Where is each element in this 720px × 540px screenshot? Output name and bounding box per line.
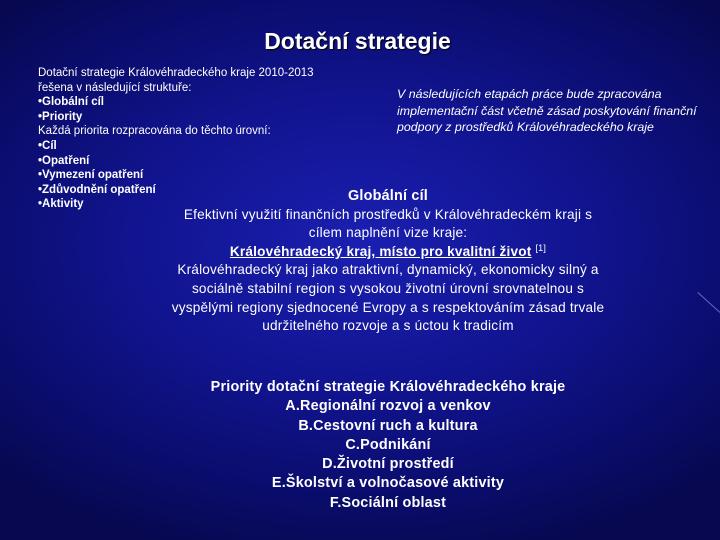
vision-line: [168, 243, 608, 262]
priority-item: F.Sociální oblast: [329, 494, 447, 511]
decorative-line: [697, 292, 720, 313]
structure-item: •Globální cíl: [38, 96, 105, 109]
structure-intro-line: Dotační strategie Královéhradeckého kraje 2010-2013: [38, 67, 314, 79]
slide-title: Dotační strategie: [264, 28, 451, 54]
structure-item: •Priority: [38, 110, 83, 123]
structure-item: •Opatření: [38, 154, 90, 167]
priority-item: C.Podnikání: [345, 436, 431, 453]
footnote-link[interactable]: [1]: [535, 242, 547, 253]
structure-item: •Zdůvodnění opatření: [38, 183, 156, 196]
structure-item: •Vymezení opatření: [38, 169, 144, 182]
vision-description: Královéhradecký kraj jako atraktivní, dynamický, ekonomicky silný a sociálně stabilní region s vysokou životní úrovní srovnatelnou s vyspělými regiony sjednocené Evropy a s respektováním zásad trvale udržitelného rozvoje a s úctou k tradicím: [171, 262, 605, 334]
structure-item: •Aktivity: [38, 198, 84, 211]
structure-item: •Cíl: [38, 139, 57, 152]
global-goal-text: Efektivní využití finančních prostředků v Královéhradeckém kraji s cílem naplnění vize kraje:: [183, 206, 593, 241]
structure-intro-line: řešena v následující struktuře:: [38, 81, 192, 94]
priority-item: A.Regionální rozvoj a venkov: [285, 398, 491, 415]
implementation-note: V následujících etapách práce bude zpracována implementační část včetně zásad poskytování finanční podpory z prostředků Královéhradeckého kraje: [397, 87, 697, 134]
priority-item: D.Životní prostředí: [322, 456, 454, 473]
global-goal-section: [168, 187, 608, 336]
priority-item: B.Cestovní ruch a kultura: [298, 417, 478, 434]
vision-statement: Královéhradecký kraj, místo pro kvalitní život: [229, 243, 532, 259]
structure-intro-line: Každá priorita rozpracována do těchto úrovní:: [38, 125, 271, 138]
priorities-heading: Priority dotační strategie Královéhradeckého kraje: [210, 379, 566, 395]
priorities-section: [150, 378, 626, 513]
global-goal-heading: Globální cíl: [348, 188, 428, 204]
priority-item: E.Školství a volnočasové aktivity: [271, 475, 505, 492]
